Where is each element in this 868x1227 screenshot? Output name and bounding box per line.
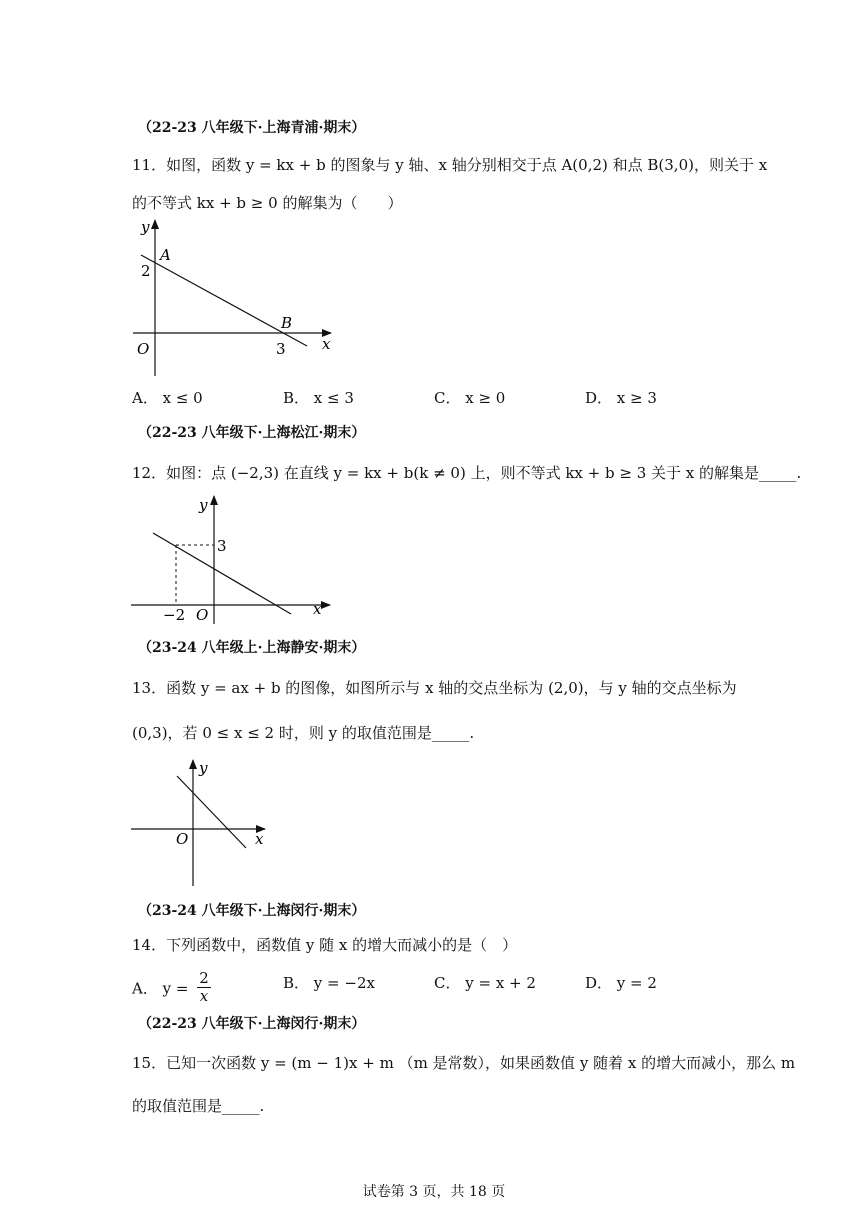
q13-figure: [125, 756, 275, 891]
q11-figure: [125, 212, 345, 382]
q15-source: （22-23 八年级下·上海闵行·期末）: [138, 1016, 366, 1032]
q14-option-c: C． y = x + 2: [434, 974, 536, 992]
q11-option-a: A． x ≤ 0: [132, 389, 203, 407]
page-footer: 试卷第 3 页，共 18 页: [362, 1184, 506, 1200]
q14-option-a-denominator: x: [199, 987, 209, 1005]
q15-text-line1: 15．已知一次函数 y = (m − 1)x + m （m 是常数），如果函数值 y 随着 x 的增大而减小，那么 m: [132, 1054, 796, 1072]
q13-text-line2: (0,3)，若 0 ≤ x ≤ 2 时，则 y 的取值范围是_____.: [132, 724, 475, 742]
q14-source: （23-24 八年级下·上海闵行·期末）: [138, 903, 366, 919]
q12-x-label: x: [313, 600, 322, 618]
q11-text-line1: 11．如图，函数 y = kx + b 的图象与 y 轴、x 轴分别相交于点 A(0,2) 和点 B(3,0)，则关于 x: [132, 156, 768, 174]
q12-y-tick: 3: [217, 537, 227, 555]
q12-text-line1: 12．如图：点 (−2,3) 在直线 y = kx + b(k ≠ 0) 上，则不等式 kx + b ≥ 3 关于 x 的解集是_____.: [132, 464, 802, 482]
q15-text-line2: 的取值范围是_____.: [132, 1097, 265, 1115]
q11-source: （22-23 八年级下·上海青浦·期末）: [138, 120, 366, 136]
q13-origin-label: O: [176, 830, 189, 848]
q14-option-a-prefix: A． y =: [132, 979, 189, 998]
q12-source: （22-23 八年级下·上海松江·期末）: [138, 425, 366, 441]
q13-y-label: y: [199, 759, 208, 777]
q11-y-tick: 2: [141, 262, 151, 280]
q14-text-line1: 14．下列函数中，函数值 y 随 x 的增大而减小的是（ ）: [132, 936, 518, 954]
q13-source: （23-24 八年级上·上海静安·期末）: [138, 640, 366, 656]
q14-option-a-numerator: 2: [199, 969, 209, 987]
q13-x-label: x: [255, 830, 264, 848]
q11-line: [141, 255, 307, 346]
q12-x-tick: −2: [163, 606, 186, 624]
q11-option-d: D． x ≥ 3: [585, 389, 657, 407]
q11-point-a-label: A: [160, 246, 171, 264]
q14-option-d: D． y = 2: [585, 974, 657, 992]
q13-text-line1: 13．函数 y = ax + b 的图像，如图所示与 x 轴的交点坐标为 (2,0)，与 y 轴的交点坐标为: [132, 679, 737, 697]
q14-option-b: B． y = −2x: [283, 974, 375, 992]
q12-origin-label: O: [196, 606, 209, 624]
q11-y-label: y: [141, 218, 150, 236]
q11-origin-label: O: [137, 340, 150, 358]
q14-option-a-fraction: [197, 970, 211, 1005]
q11-option-c: C． x ≥ 0: [434, 389, 506, 407]
q11-x-label: x: [322, 335, 331, 353]
q12-figure: [125, 490, 340, 630]
q12-y-label: y: [199, 496, 208, 514]
q11-option-b: B． x ≤ 3: [283, 389, 354, 407]
q11-text-line2: 的不等式 kx + b ≥ 0 的解集为（ ）: [132, 194, 403, 212]
q14-option-a: [132, 969, 211, 1007]
q11-x-tick: 3: [276, 340, 286, 358]
q11-point-b-label: B: [281, 314, 293, 332]
